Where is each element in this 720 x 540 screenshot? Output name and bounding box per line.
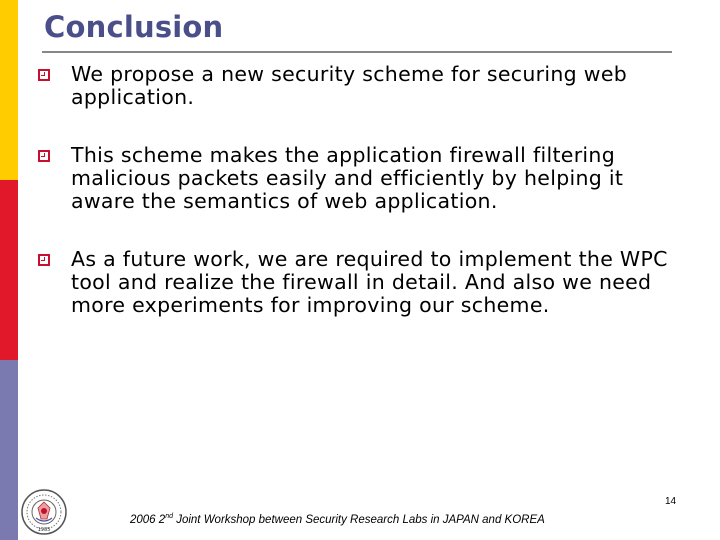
sidebar-yellow-band — [0, 0, 18, 180]
bullet-text: We propose a new security scheme for securing web application. — [71, 62, 628, 109]
logo-year: 1985 — [37, 527, 51, 533]
title-divider — [42, 51, 672, 53]
bullet-item — [38, 63, 683, 109]
sidebar-red-band — [0, 180, 18, 360]
bullet-text: As a future work, we are required to implement the WPC tool and realize the firewall in detail. And also we need more experiments for improving our scheme. — [71, 247, 668, 317]
bullet-box-icon — [38, 69, 50, 81]
bullet-box-icon — [38, 150, 50, 162]
sidebar-purple-band — [0, 360, 18, 540]
page-number: 14 — [665, 496, 677, 507]
bullet-text: This scheme makes the application firewall filtering malicious packets easily and efficiently by helping it aware the semantics of web application. — [71, 143, 624, 213]
footer-ordinal: 2 — [158, 514, 166, 526]
bullet-item — [38, 144, 683, 213]
bullet-item — [38, 248, 683, 317]
footer-year: 2006 — [130, 514, 156, 526]
footer-ordinal-suffix: nd — [165, 513, 173, 521]
slide-title: Conclusion — [44, 10, 224, 44]
bullet-box-icon — [38, 254, 50, 266]
university-seal-logo — [20, 488, 68, 536]
footer-workshop: Joint Workshop between Security Research Labs in JAPAN and KOREA — [176, 514, 545, 526]
footer-text — [130, 514, 545, 526]
